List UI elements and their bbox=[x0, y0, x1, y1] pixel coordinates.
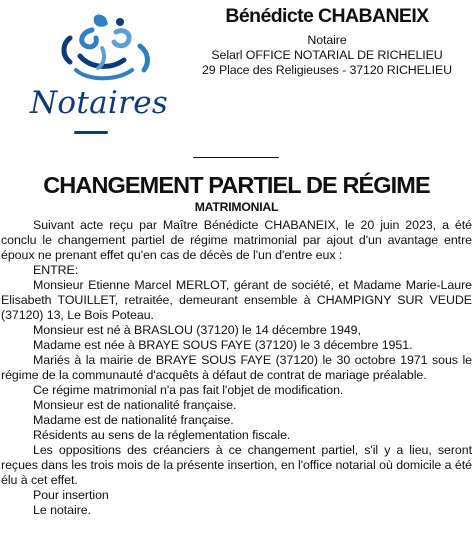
notice-paragraph-no-modification: Ce régime matrimonial n'a pas fait l'objet de modification. bbox=[33, 383, 344, 397]
office-name: Selarl OFFICE NOTARIAL DE RICHELIEU bbox=[211, 48, 443, 62]
notice-paragraph-between: ENTRE: bbox=[33, 263, 79, 277]
notary-name: Bénédicte CHABANEIX bbox=[225, 5, 429, 27]
notice-paragraph-wife-nationality: Madame est de nationalité française. bbox=[33, 413, 234, 427]
notice-title: CHANGEMENT PARTIEL DE RÉGIME bbox=[43, 172, 430, 198]
notice-paragraph-intro: Suivant acte reçu par Maître Bénédicte CHABANEIX, le 20 juin 2023, a été conclu le changement partiel de régime matrimonial par ajout d'un avantage entre époux ne prenant effet qu'en cas de décès de l'un d'entre eux : bbox=[1, 218, 472, 262]
notice-paragraph-husband-birth: Monsieur est né à BRASLOU (37120) le 14 décembre 1949, bbox=[33, 323, 361, 337]
notice-paragraph-parties: Monsieur Etienne Marcel MERLOT, gérant de société, et Madame Marie-Laure Elisabeth TOUILLET, retraitée, demeurant ensemble à CHAMPIGNY SUR VEUDE (37120) 13, Le Bois Poteau. bbox=[1, 278, 472, 322]
notice-paragraph-husband-nationality: Monsieur est de nationalité française. bbox=[33, 398, 237, 412]
title-divider bbox=[193, 157, 279, 158]
notice-paragraph-marriage: Mariés à la mairie de BRAYE SOUS FAYE (37120) le 30 octobre 1971 sous le régime de la communauté d'acquêts à défaut de contrat de mariage préalable. bbox=[1, 353, 472, 382]
notice-body bbox=[1, 218, 472, 518]
office-address: 29 Place des Religieuses - 37120 RICHELIEU bbox=[202, 63, 452, 77]
notice-paragraph-signature: Le notaire. bbox=[33, 503, 92, 517]
notaires-logo bbox=[20, 8, 178, 134]
notice-paragraph-oppositions: Les oppositions des créanciers à ce changement partiel, s'il y a lieu, seront reçues dans les trois mois de la présente insertion, en l'office notarial où domicile a été élu à cet effet. bbox=[1, 443, 472, 487]
logo-underline bbox=[74, 131, 108, 134]
notary-role: Notaire bbox=[307, 33, 347, 47]
office-header bbox=[184, 4, 470, 78]
logo-wordmark: Notaires bbox=[30, 85, 169, 121]
notice-paragraph-tax-residence: Résidents au sens de la réglementation fiscale. bbox=[33, 428, 291, 442]
notice-subtitle: MATRIMONIAL bbox=[194, 200, 279, 214]
notice-paragraph-for-insertion: Pour insertion bbox=[33, 488, 109, 502]
notice-paragraph-wife-birth: Madame est née à BRAYE SOUS FAYE (37120) le 3 décembre 1951. bbox=[33, 338, 413, 352]
